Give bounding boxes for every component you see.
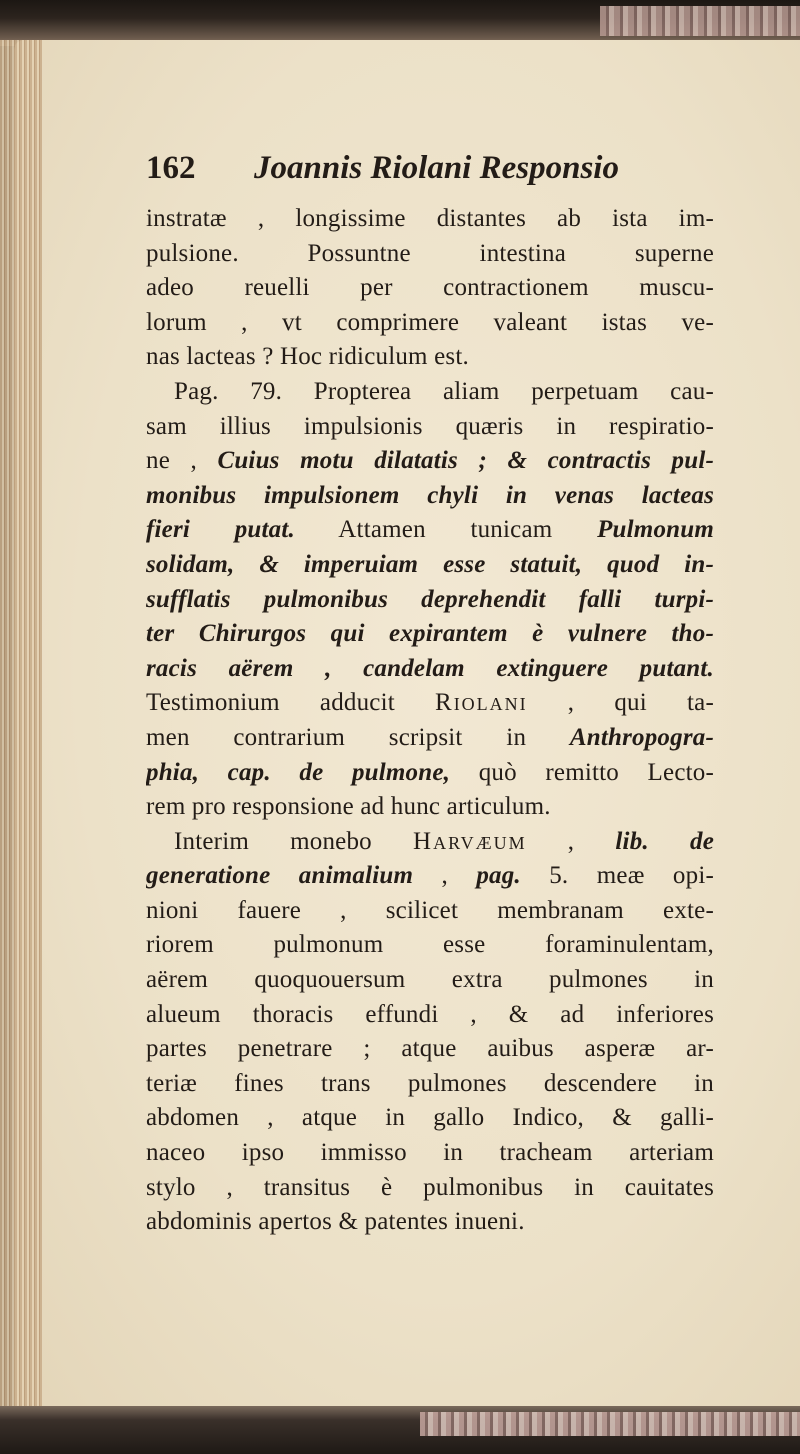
- roman-text: alueum thoracis effundi , & ad inferiores: [146, 1000, 714, 1028]
- text-line: [146, 202, 714, 237]
- roman-text: stylo , transitus è pulmonibus in cauitates: [146, 1173, 714, 1201]
- roman-text: adeo reuelli per contractionem muscu-: [146, 274, 714, 302]
- roman-text: ,: [526, 827, 616, 855]
- roman-text: abdominis apertos & patentes inueni.: [146, 1208, 525, 1236]
- roman-text: Interim monebo: [174, 827, 414, 855]
- roman-text: , qui ta-: [527, 689, 714, 717]
- text-line: [146, 721, 714, 756]
- roman-text: pulsione. Possuntne intestina superne: [146, 239, 714, 267]
- roman-text: quò remitto Lecto-: [450, 758, 714, 786]
- italic-text: fieri putat.: [146, 516, 295, 544]
- roman-text: nas lacteas ? Hoc ridiculum est.: [146, 343, 469, 371]
- roman-text: 5. meæ opi-: [520, 862, 714, 890]
- italic-text: ter Chirurgos qui expirantem è vulnere tho-: [146, 620, 714, 648]
- text-line: [146, 790, 714, 825]
- italic-text: phia, cap. de pulmone,: [146, 758, 451, 786]
- text-line: [146, 928, 714, 963]
- text-line: [146, 271, 714, 306]
- roman-text: sam illius impulsionis quæris in respiratio-: [146, 412, 714, 440]
- text-line: [146, 410, 714, 445]
- roman-text: Pag. 79. Propterea aliam perpetuam cau-: [174, 377, 714, 405]
- italic-text: generatione animalium: [146, 862, 414, 890]
- text-line: [146, 998, 714, 1033]
- roman-text: aërem quoquouersum extra pulmones in: [146, 966, 714, 994]
- roman-text: lorum , vt comprimere valeant istas ve-: [146, 308, 714, 336]
- roman-text: partes penetrare ; atque auibus asperæ ar-: [146, 1035, 714, 1063]
- text-line: [146, 1171, 714, 1206]
- italic-text: pag.: [476, 862, 521, 890]
- roman-text: Attamen tunicam: [294, 516, 598, 544]
- roman-text: ,: [413, 862, 477, 890]
- text-line: [146, 652, 714, 687]
- page-text-block: [146, 150, 714, 1240]
- roman-text: naceo ipso immisso in tracheam arteriam: [146, 1139, 714, 1167]
- text-line: [146, 1136, 714, 1171]
- text-line: [146, 444, 714, 479]
- text-line: [146, 548, 714, 583]
- fore-edge: [0, 40, 42, 1408]
- text-line: [146, 340, 714, 375]
- page-number: 162: [146, 150, 196, 186]
- italic-text: Cuius motu dilatatis ; & contractis pul-: [217, 447, 714, 475]
- italic-text: Anthropogra-: [569, 723, 714, 751]
- text-line: [146, 237, 714, 272]
- roman-text: rem pro responsione ad hunc articulum.: [146, 793, 551, 821]
- italic-text: monibus impulsionem chyli in venas lacteas: [146, 481, 714, 509]
- body-text: [146, 202, 714, 1240]
- italic-text: racis aërem , candelam extinguere putant.: [146, 654, 714, 682]
- roman-text: instratæ , longissime distantes ab ista im-: [146, 205, 714, 232]
- text-line: [146, 963, 714, 998]
- text-line: [146, 513, 714, 548]
- top-ribbon-marker: [600, 6, 800, 36]
- text-line: [146, 306, 714, 341]
- italic-text: sufflatis pulmonibus deprehendit falli turpi-: [146, 585, 714, 613]
- italic-text: lib. de: [615, 827, 714, 855]
- text-line: [146, 894, 714, 929]
- roman-text: men contrarium scripsit in: [146, 723, 570, 751]
- small-caps-name: Riolani: [435, 689, 528, 717]
- text-line: [146, 1067, 714, 1102]
- text-line: [146, 756, 714, 791]
- italic-text: Pulmonum: [597, 516, 714, 544]
- small-caps-name: Harvæum: [413, 827, 527, 855]
- text-line: [146, 1101, 714, 1136]
- running-head: [146, 150, 714, 202]
- text-line: [146, 825, 714, 860]
- running-title: Joannis Riolani Responsio: [254, 150, 619, 186]
- text-line: [146, 617, 714, 652]
- text-line: [146, 375, 714, 410]
- italic-text: solidam, & imperuiam esse statuit, quod in-: [146, 550, 714, 578]
- roman-text: nioni fauere , scilicet membranam exte-: [146, 896, 714, 924]
- text-line: [146, 686, 714, 721]
- text-line: [146, 583, 714, 618]
- text-line: [146, 1032, 714, 1067]
- bottom-ribbon-marker: [420, 1412, 800, 1436]
- text-line: [146, 859, 714, 894]
- text-line: [146, 1205, 714, 1240]
- roman-text: teriæ fines trans pulmones descendere in: [146, 1069, 714, 1097]
- text-line: [146, 479, 714, 514]
- roman-text: ne ,: [146, 447, 218, 475]
- roman-text: riorem pulmonum esse foraminulentam,: [146, 931, 714, 959]
- roman-text: abdomen , atque in gallo Indico, & galli-: [146, 1104, 714, 1132]
- roman-text: Testimonium adducit: [146, 689, 436, 717]
